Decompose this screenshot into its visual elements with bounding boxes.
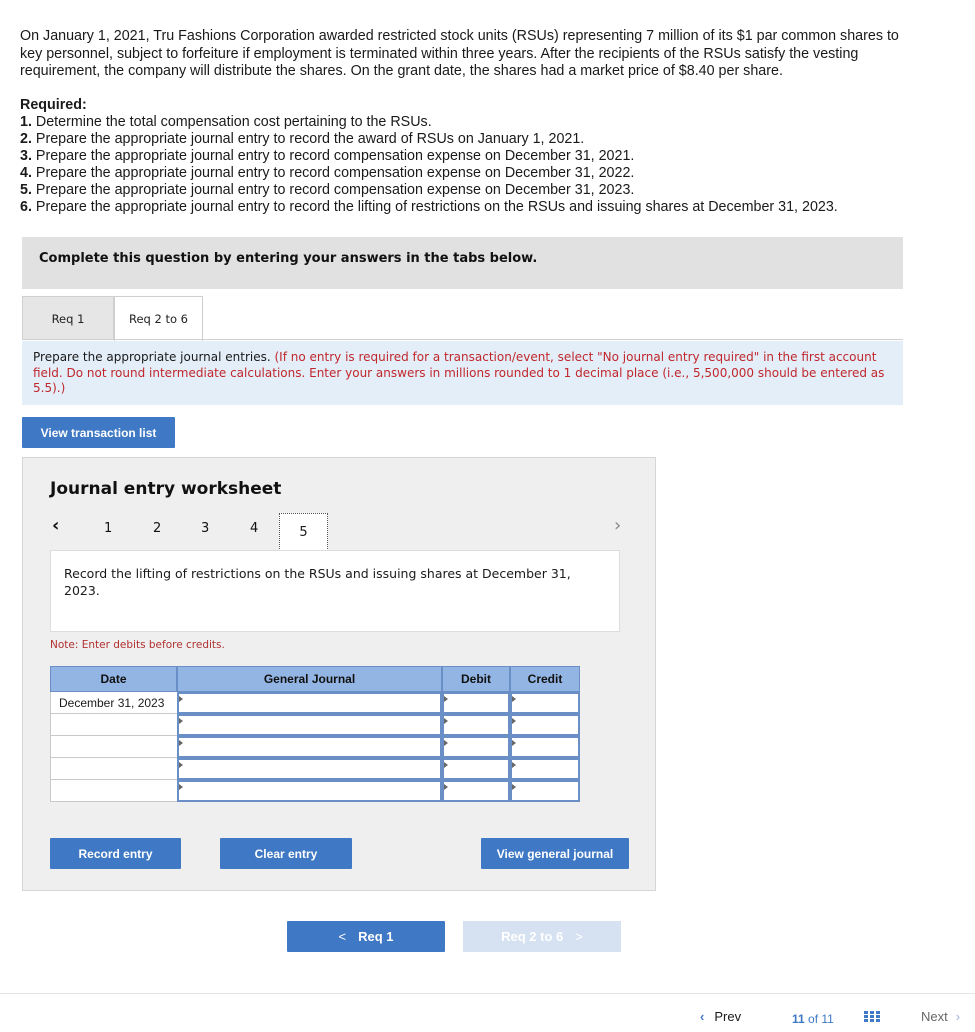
account-field[interactable] [177,736,442,758]
instructions-note: (If no entry is required for a transaction/event, select "No journal entry required" in the first account field. Do not round intermediate calculations. Enter your answers in millions rounded to 1 decimal place (i.e., 5,500,000 should be entered as 5.5).) [33,350,885,395]
chevron-right-icon: › [955,1009,961,1024]
chevron-left-icon[interactable]: ‹ [52,515,60,536]
dropdown-icon [512,740,516,746]
chevron-right-icon[interactable]: › [614,515,622,536]
required-item: 2. Prepare the appropriate journal entry to record the award of RSUs on January 1, 2021. [20,131,585,147]
dropdown-icon [444,696,448,702]
required-item: 1. Determine the total compensation cost pertaining to the RSUs. [20,114,432,130]
date-cell [50,736,177,758]
required-item: 3. Prepare the appropriate journal entry to record compensation expense on December 31, 2021. [20,148,635,164]
date-cell [50,758,177,780]
table-row [50,714,580,736]
debit-field[interactable] [442,714,510,736]
tab-req-1[interactable]: Req 1 [22,296,114,340]
dropdown-icon [512,784,516,790]
account-field[interactable] [177,692,442,714]
footer-divider [0,993,975,994]
account-field[interactable] [177,780,442,802]
journal-worksheet [22,457,656,891]
footer-prev-button[interactable] [700,1009,741,1029]
prev-req-label: Req 1 [358,929,394,944]
complete-banner: Complete this question by entering your answers in the tabs below. [22,237,903,289]
instructions [22,341,903,405]
view-transaction-list-button[interactable]: View transaction list [22,417,175,448]
date-cell [50,714,177,736]
required-item: 4. Prepare the appropriate journal entry to record compensation expense on December 31, 2022. [20,165,635,181]
clear-entry-button[interactable]: Clear entry [220,838,352,869]
worksheet-pager [23,510,657,550]
debits-note: Note: Enter debits before credits. [50,639,225,651]
dropdown-icon [179,784,183,790]
page-indicator: 11 of 11 [792,1012,834,1026]
account-field[interactable] [177,714,442,736]
dropdown-icon [512,718,516,724]
credit-field[interactable] [510,692,580,714]
problem-statement: On January 1, 2021, Tru Fashions Corporation awarded restricted stock units (RSUs) representing 7 million of its $1 par common shares to key personnel, subject to forfeiture if employment is terminated within three years. After the recipients of the RSUs satisfy the vesting requirement, the company will distribute the shares. On the grant date, the shares had a market price of $8.40 per share. [20,28,899,79]
dropdown-icon [444,762,448,768]
record-description: Record the lifting of restrictions on the RSUs and issuing shares at December 31, 2023. [50,550,620,632]
chevron-left-icon: < [338,929,347,944]
debit-field[interactable] [442,758,510,780]
account-field[interactable] [177,758,442,780]
dropdown-icon [179,740,183,746]
worksheet-title: Journal entry worksheet [50,479,282,499]
next-req-label: Req 2 to 6 [501,929,564,944]
page-3[interactable]: 3 [201,521,210,536]
credit-field[interactable] [510,714,580,736]
page-4[interactable]: 4 [250,521,259,536]
footer-prev-label: Prev [714,1009,742,1024]
required-item: 6. Prepare the appropriate journal entry to record the lifting of restrictions on the RSUs and issuing shares at December 31, 2023. [20,199,838,215]
required-item: 5. Prepare the appropriate journal entry to record compensation expense on December 31, 2023. [20,182,635,198]
table-row [50,758,580,780]
record-entry-button[interactable]: Record entry [50,838,181,869]
prev-req-button[interactable] [287,921,445,952]
col-date: Date [50,666,177,692]
chevron-left-icon: ‹ [700,1009,705,1024]
dropdown-icon [179,696,183,702]
debit-field[interactable] [442,780,510,802]
dropdown-icon [444,718,448,724]
footer-next-button[interactable] [921,1009,960,1029]
debit-field[interactable] [442,692,510,714]
required-list [20,97,920,216]
col-debit: Debit [442,666,510,692]
dropdown-icon [444,740,448,746]
dropdown-icon [179,762,183,768]
credit-field[interactable] [510,736,580,758]
dropdown-icon [512,696,516,702]
col-credit: Credit [510,666,580,692]
instructions-main: Prepare the appropriate journal entries. [33,350,275,364]
page-2[interactable]: 2 [153,521,162,536]
required-heading: Required: [20,97,87,113]
date-cell [50,780,177,802]
dropdown-icon [444,784,448,790]
grid-icon[interactable] [864,1011,881,1023]
credit-field[interactable] [510,758,580,780]
view-general-journal-button[interactable]: View general journal [481,838,629,869]
col-general-journal: General Journal [177,666,442,692]
dropdown-icon [179,718,183,724]
tab-req-2-to-6[interactable]: Req 2 to 6 [114,296,203,341]
footer-next-label: Next [921,1009,948,1024]
table-row [50,692,580,714]
dropdown-icon [512,762,516,768]
tab-divider [22,339,903,340]
credit-field[interactable] [510,780,580,802]
table-row [50,736,580,758]
date-cell: December 31, 2023 [50,692,177,714]
chevron-right-icon: > [575,929,583,944]
page-1[interactable]: 1 [104,521,113,536]
page-current[interactable]: 5 [279,513,328,551]
next-req-button[interactable] [463,921,621,952]
table-row [50,780,580,802]
debit-field[interactable] [442,736,510,758]
